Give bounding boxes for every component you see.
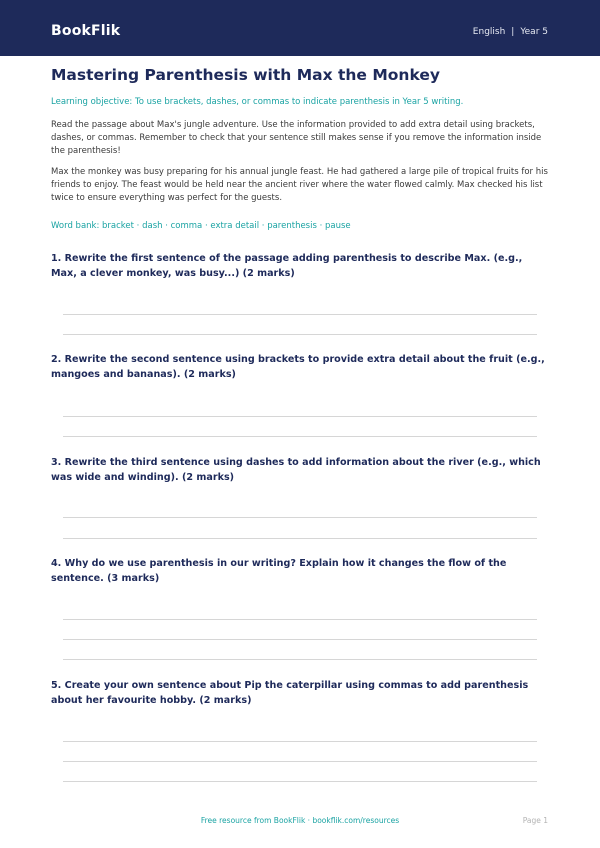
question-2: 2. Rewrite the second sentence using brackets to provide extra detail about the fruit (e.g., mangoes and bananas). (2 marks)	[51, 354, 545, 380]
learning-objective: Learning objective: To use brackets, dashes, or commas to indicate parenthesis in Year 5 writing.	[51, 97, 464, 107]
answer-line[interactable]	[63, 639, 537, 640]
answer-line[interactable]	[63, 436, 537, 437]
page-title: Mastering Parenthesis with Max the Monkey	[51, 66, 440, 84]
answer-line[interactable]	[63, 517, 537, 518]
year-label: Year 5	[520, 27, 548, 37]
answer-line[interactable]	[63, 761, 537, 762]
answer-line[interactable]	[63, 619, 537, 620]
question-3: 3. Rewrite the third sentence using dashes to add information about the river (e.g., which was wide and winding). (2 marks)	[51, 457, 541, 483]
answer-line[interactable]	[63, 538, 537, 539]
answer-line[interactable]	[63, 314, 537, 315]
question-1: 1. Rewrite the first sentence of the passage adding parenthesis to describe Max. (e.g., Max, a clever monkey, was busy...) (2 marks)	[51, 253, 523, 279]
question-5: 5. Create your own sentence about Pip the caterpillar using commas to add parenthesis about her favourite hobby. (2 marks)	[51, 680, 529, 706]
word-bank: Word bank: bracket · dash · comma · extra detail · parenthesis · pause	[51, 221, 351, 231]
page-number: Page 1	[522, 816, 548, 825]
answer-line[interactable]	[63, 659, 537, 660]
answer-line[interactable]	[63, 781, 537, 782]
subject-label: English	[472, 27, 506, 37]
instructions: Read the passage about Max's jungle adventure. Use the information provided to add extra detail using brackets, dashes, or commas. Remember to check that your sentence still makes sense if you remove the information inside the parenthesis!	[51, 120, 542, 156]
meta-separator: |	[511, 27, 515, 37]
brand-logo: BookFlik	[51, 23, 121, 39]
footer-text[interactable]: Free resource from BookFlik · bookflik.com/resources	[200, 816, 400, 825]
answer-line[interactable]	[63, 741, 537, 742]
question-4: 4. Why do we use parenthesis in our writing? Explain how it changes the flow of the sentence. (3 marks)	[51, 558, 507, 584]
answer-line[interactable]	[63, 334, 537, 335]
answer-line[interactable]	[63, 416, 537, 417]
passage: Max the monkey was busy preparing for his annual jungle feast. He had gathered a large pile of tropical fruits for his friends to enjoy. The feast would be held near the ancient river where the water flowed calmly. Max checked his list twice to ensure everything was perfect for the guests.	[51, 167, 548, 203]
header-meta	[473, 27, 548, 37]
page-header	[0, 0, 600, 56]
